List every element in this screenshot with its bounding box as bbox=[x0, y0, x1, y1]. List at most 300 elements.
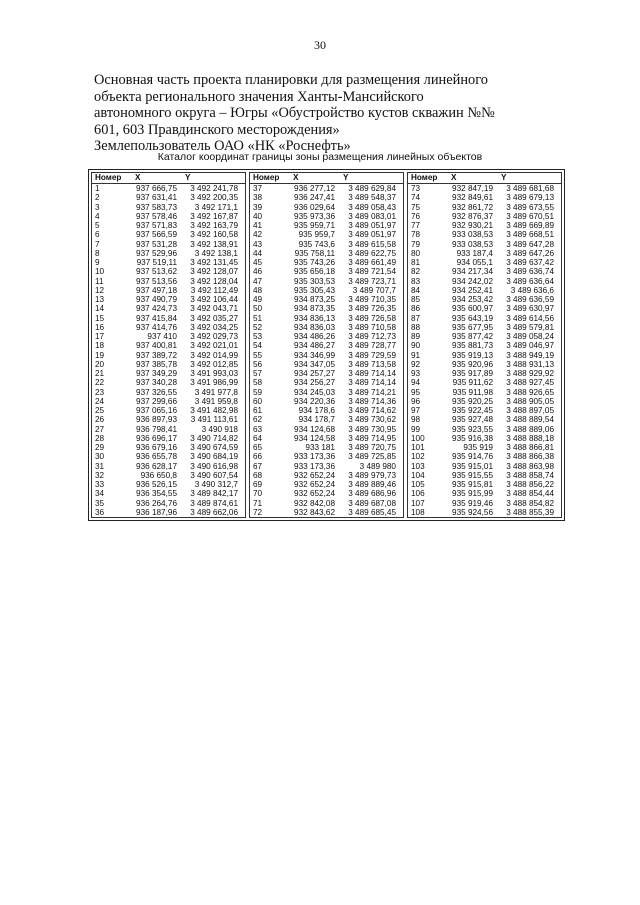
point-number: 94 bbox=[411, 378, 421, 388]
x-coordinate: 934 220,36 bbox=[294, 396, 335, 406]
point-number: 11 bbox=[95, 276, 104, 286]
x-coordinate: 937 497,18 bbox=[136, 285, 177, 295]
y-coordinate: 3 489 615,58 bbox=[348, 239, 396, 249]
table-row bbox=[92, 508, 245, 517]
point-number: 84 bbox=[411, 285, 421, 295]
table-row bbox=[250, 230, 403, 239]
point-number: 52 bbox=[253, 322, 263, 332]
point-number: 13 bbox=[95, 295, 105, 305]
x-coordinate: 936 650,8 bbox=[140, 470, 177, 480]
point-number: 60 bbox=[253, 396, 263, 406]
point-number: 82 bbox=[411, 267, 421, 277]
table-row bbox=[92, 360, 245, 369]
y-coordinate: 3 489 707,7 bbox=[352, 285, 396, 295]
table-row bbox=[92, 249, 245, 258]
y-coordinate: 3 491 113,61 bbox=[190, 415, 238, 425]
x-coordinate: 935 959,71 bbox=[294, 221, 335, 231]
point-number: 15 bbox=[95, 313, 105, 323]
y-coordinate: 3 489 637,42 bbox=[506, 258, 554, 268]
x-coordinate: 935 743,6 bbox=[298, 239, 335, 249]
y-coordinate: 3 492 021,01 bbox=[190, 341, 238, 351]
x-coordinate: 935 305,43 bbox=[294, 285, 335, 295]
y-coordinate: 3 489 673,55 bbox=[506, 202, 554, 212]
point-number: 98 bbox=[411, 415, 421, 425]
x-coordinate: 934 346,99 bbox=[294, 350, 335, 360]
table-row bbox=[408, 415, 561, 424]
point-number: 108 bbox=[411, 507, 425, 517]
table-row bbox=[408, 304, 561, 313]
point-number: 66 bbox=[253, 452, 263, 462]
x-coordinate: 933 038,53 bbox=[452, 239, 493, 249]
table-row bbox=[408, 221, 561, 230]
x-coordinate: 934 124,68 bbox=[294, 424, 335, 434]
point-number: 51 bbox=[253, 313, 263, 323]
y-coordinate: 3 488 926,65 bbox=[506, 387, 554, 397]
x-coordinate: 934 178,7 bbox=[298, 415, 335, 425]
table-row bbox=[92, 489, 245, 498]
point-number: 12 bbox=[95, 285, 105, 295]
point-number: 56 bbox=[253, 359, 263, 369]
y-coordinate: 3 489 622,75 bbox=[348, 248, 396, 258]
header-y: Y bbox=[185, 173, 191, 183]
point-number: 33 bbox=[95, 480, 105, 490]
table-row bbox=[250, 360, 403, 369]
table-row bbox=[408, 276, 561, 285]
table-row bbox=[408, 184, 561, 193]
table-row bbox=[92, 323, 245, 332]
x-coordinate: 937 490,79 bbox=[136, 295, 177, 305]
point-number: 2 bbox=[95, 193, 100, 203]
x-coordinate: 935 917,89 bbox=[452, 369, 493, 379]
y-coordinate: 3 492 043,71 bbox=[190, 304, 238, 314]
point-number: 89 bbox=[411, 332, 421, 342]
point-number: 47 bbox=[253, 276, 263, 286]
x-coordinate: 932 842,08 bbox=[294, 498, 335, 508]
table-row bbox=[408, 480, 561, 489]
table-row bbox=[92, 239, 245, 248]
y-coordinate: 3 490 674,59 bbox=[190, 443, 238, 453]
point-number: 4 bbox=[95, 211, 100, 221]
y-coordinate: 3 490 607,54 bbox=[190, 470, 238, 480]
x-coordinate: 935 758,11 bbox=[294, 248, 335, 258]
table-row bbox=[408, 406, 561, 415]
point-number: 88 bbox=[411, 322, 421, 332]
x-coordinate: 937 326,55 bbox=[136, 387, 177, 397]
x-coordinate: 933 187,4 bbox=[456, 248, 493, 258]
y-coordinate: 3 489 679,13 bbox=[506, 193, 554, 203]
table-row bbox=[92, 387, 245, 396]
x-coordinate: 935 920,25 bbox=[452, 396, 493, 406]
x-coordinate: 935 923,55 bbox=[452, 424, 493, 434]
y-coordinate: 3 488 929,92 bbox=[506, 369, 554, 379]
x-coordinate: 936 628,17 bbox=[136, 461, 177, 471]
table-row bbox=[92, 313, 245, 322]
table-row bbox=[92, 461, 245, 470]
y-coordinate: 3 488 856,22 bbox=[506, 480, 554, 490]
header-number: Номер bbox=[253, 173, 280, 183]
y-coordinate: 3 489 058,43 bbox=[348, 202, 396, 212]
table-row bbox=[92, 286, 245, 295]
x-coordinate: 936 277,12 bbox=[294, 184, 335, 194]
y-coordinate: 3 488 854,82 bbox=[506, 498, 554, 508]
table-row bbox=[92, 480, 245, 489]
table-row bbox=[250, 323, 403, 332]
point-number: 69 bbox=[253, 480, 263, 490]
point-number: 102 bbox=[411, 452, 425, 462]
table-row bbox=[92, 221, 245, 230]
table-row bbox=[92, 202, 245, 211]
table-row bbox=[408, 341, 561, 350]
y-coordinate: 3 489 685,45 bbox=[348, 507, 396, 517]
x-coordinate: 935 915,01 bbox=[452, 461, 493, 471]
table-row bbox=[250, 295, 403, 304]
table-row bbox=[92, 415, 245, 424]
point-number: 35 bbox=[95, 498, 105, 508]
table-row bbox=[250, 313, 403, 322]
y-coordinate: 3 488 866,81 bbox=[506, 443, 554, 453]
point-number: 104 bbox=[411, 470, 425, 480]
y-coordinate: 3 489 614,56 bbox=[506, 313, 554, 323]
point-number: 25 bbox=[95, 406, 105, 416]
y-coordinate: 3 490 616,98 bbox=[190, 461, 238, 471]
x-coordinate: 934 253,42 bbox=[452, 295, 493, 305]
x-coordinate: 936 798,41 bbox=[136, 424, 177, 434]
table-row bbox=[250, 239, 403, 248]
point-number: 1 bbox=[95, 184, 100, 194]
x-coordinate: 935 914,76 bbox=[452, 452, 493, 462]
point-number: 68 bbox=[253, 470, 263, 480]
point-number: 107 bbox=[411, 498, 425, 508]
table-row bbox=[250, 202, 403, 211]
y-coordinate: 3 489 980 bbox=[359, 461, 396, 471]
y-coordinate: 3 489 720,75 bbox=[348, 443, 396, 453]
y-coordinate: 3 492 200,35 bbox=[190, 193, 238, 203]
x-coordinate: 934 242,02 bbox=[452, 276, 493, 286]
x-coordinate: 935 656,18 bbox=[294, 267, 335, 277]
y-coordinate: 3 489 889,46 bbox=[348, 480, 396, 490]
table-row bbox=[92, 184, 245, 193]
point-number: 18 bbox=[95, 341, 105, 351]
x-coordinate: 935 919,46 bbox=[452, 498, 493, 508]
point-number: 65 bbox=[253, 443, 263, 453]
point-number: 87 bbox=[411, 313, 421, 323]
x-coordinate: 936 247,41 bbox=[294, 193, 335, 203]
x-coordinate: 934 055,1 bbox=[456, 258, 493, 268]
header-x: X bbox=[135, 173, 141, 183]
table-row bbox=[408, 239, 561, 248]
table-row bbox=[250, 452, 403, 461]
point-number: 105 bbox=[411, 480, 425, 490]
point-number: 93 bbox=[411, 369, 421, 379]
y-coordinate: 3 492 163,79 bbox=[190, 221, 238, 231]
table-row bbox=[92, 406, 245, 415]
x-coordinate: 937 531,28 bbox=[136, 239, 177, 249]
table-header bbox=[250, 173, 403, 184]
y-coordinate: 3 491 986,99 bbox=[190, 378, 238, 388]
point-number: 44 bbox=[253, 248, 263, 258]
point-number: 43 bbox=[253, 239, 263, 249]
y-coordinate: 3 489 714,14 bbox=[348, 369, 396, 379]
point-number: 45 bbox=[253, 258, 263, 268]
table-row bbox=[408, 212, 561, 221]
x-coordinate: 937 583,73 bbox=[136, 202, 177, 212]
y-coordinate: 3 489 979,73 bbox=[348, 470, 396, 480]
point-number: 40 bbox=[253, 211, 263, 221]
y-coordinate: 3 489 681,68 bbox=[506, 184, 554, 194]
header-y: Y bbox=[343, 173, 349, 183]
table-header bbox=[92, 173, 245, 184]
table-row bbox=[92, 295, 245, 304]
table-row bbox=[250, 350, 403, 359]
point-number: 48 bbox=[253, 285, 263, 295]
x-coordinate: 932 652,24 bbox=[294, 480, 335, 490]
table-row bbox=[408, 424, 561, 433]
y-coordinate: 3 490 918 bbox=[201, 424, 238, 434]
point-number: 83 bbox=[411, 276, 421, 286]
x-coordinate: 935 915,81 bbox=[452, 480, 493, 490]
y-coordinate: 3 492 034,25 bbox=[190, 322, 238, 332]
point-number: 80 bbox=[411, 248, 421, 258]
point-number: 46 bbox=[253, 267, 263, 277]
table-row bbox=[250, 212, 403, 221]
table-row bbox=[408, 258, 561, 267]
table-row bbox=[250, 480, 403, 489]
table-row bbox=[408, 489, 561, 498]
point-number: 9 bbox=[95, 258, 100, 268]
point-number: 95 bbox=[411, 387, 421, 397]
point-number: 31 bbox=[95, 461, 105, 471]
y-coordinate: 3 489 728,77 bbox=[348, 341, 396, 351]
x-coordinate: 937 578,46 bbox=[136, 211, 177, 221]
y-coordinate: 3 492 106,44 bbox=[190, 295, 238, 305]
y-coordinate: 3 492 167,87 bbox=[190, 211, 238, 221]
y-coordinate: 3 488 866,38 bbox=[506, 452, 554, 462]
x-coordinate: 935 920,96 bbox=[452, 359, 493, 369]
x-coordinate: 934 873,25 bbox=[294, 295, 335, 305]
y-coordinate: 3 489 629,84 bbox=[348, 184, 396, 194]
y-coordinate: 3 489 630,97 bbox=[506, 304, 554, 314]
table-row bbox=[250, 443, 403, 452]
x-coordinate: 937 389,72 bbox=[136, 350, 177, 360]
x-coordinate: 934 124,58 bbox=[294, 433, 335, 443]
x-coordinate: 937 566,59 bbox=[136, 230, 177, 240]
y-coordinate: 3 492 128,07 bbox=[190, 267, 238, 277]
table-row bbox=[250, 461, 403, 470]
table-row bbox=[408, 397, 561, 406]
header-line: автономного округа – Югры «Обустройство кустов скважин №№ bbox=[94, 105, 495, 122]
x-coordinate: 935 919 bbox=[463, 443, 493, 453]
y-coordinate: 3 489 721,54 bbox=[348, 267, 396, 277]
header-line: объекта регионального значения Ханты-Мансийского bbox=[94, 88, 424, 105]
y-coordinate: 3 488 927,45 bbox=[506, 378, 554, 388]
point-number: 29 bbox=[95, 443, 105, 453]
y-coordinate: 3 489 668,51 bbox=[506, 230, 554, 240]
header-line: 601, 603 Правдинского месторождения» bbox=[94, 121, 340, 138]
point-number: 64 bbox=[253, 433, 263, 443]
point-number: 20 bbox=[95, 359, 105, 369]
point-number: 10 bbox=[95, 267, 105, 277]
x-coordinate: 937 513,62 bbox=[136, 267, 177, 277]
point-number: 100 bbox=[411, 433, 425, 443]
coordinate-table bbox=[407, 172, 562, 518]
x-coordinate: 933 038,53 bbox=[452, 230, 493, 240]
point-number: 54 bbox=[253, 341, 263, 351]
y-coordinate: 3 492 112,49 bbox=[190, 285, 238, 295]
y-coordinate: 3 492 012,85 bbox=[190, 359, 238, 369]
y-coordinate: 3 489 670,51 bbox=[506, 211, 554, 221]
x-coordinate: 937 065,16 bbox=[136, 406, 177, 416]
x-coordinate: 936 526,15 bbox=[136, 480, 177, 490]
x-coordinate: 933 173,36 bbox=[294, 452, 335, 462]
y-coordinate: 3 489 714,21 bbox=[348, 387, 396, 397]
point-number: 70 bbox=[253, 489, 263, 499]
y-coordinate: 3 488 949,19 bbox=[506, 350, 554, 360]
point-number: 81 bbox=[411, 258, 421, 268]
x-coordinate: 932 861,72 bbox=[452, 202, 493, 212]
x-coordinate: 934 257,27 bbox=[294, 369, 335, 379]
table-row bbox=[92, 258, 245, 267]
point-number: 7 bbox=[95, 239, 100, 249]
x-coordinate: 934 245,03 bbox=[294, 387, 335, 397]
table-caption: Каталог координат границы зоны размещения линейных объектов bbox=[157, 151, 483, 163]
point-number: 72 bbox=[253, 507, 263, 517]
table-row bbox=[408, 313, 561, 322]
point-number: 19 bbox=[95, 350, 105, 360]
point-number: 103 bbox=[411, 461, 425, 471]
point-number: 3 bbox=[95, 202, 100, 212]
point-number: 22 bbox=[95, 378, 105, 388]
point-number: 101 bbox=[411, 443, 425, 453]
point-number: 57 bbox=[253, 369, 263, 379]
x-coordinate: 935 600,97 bbox=[452, 304, 493, 314]
y-coordinate: 3 489 647,28 bbox=[506, 239, 554, 249]
y-coordinate: 3 489 726,35 bbox=[348, 304, 396, 314]
table-row bbox=[92, 498, 245, 507]
x-coordinate: 935 677,95 bbox=[452, 322, 493, 332]
table-row bbox=[250, 332, 403, 341]
point-number: 42 bbox=[253, 230, 263, 240]
table-row bbox=[408, 249, 561, 258]
y-coordinate: 3 490 312,7 bbox=[194, 480, 238, 490]
table-row bbox=[250, 508, 403, 517]
table-row bbox=[408, 286, 561, 295]
x-coordinate: 935 919,13 bbox=[452, 350, 493, 360]
table-row bbox=[92, 434, 245, 443]
point-number: 63 bbox=[253, 424, 263, 434]
x-coordinate: 937 414,76 bbox=[136, 322, 177, 332]
x-coordinate: 937 415,84 bbox=[136, 313, 177, 323]
table-row bbox=[92, 350, 245, 359]
y-coordinate: 3 489 714,36 bbox=[348, 396, 396, 406]
x-coordinate: 937 410 bbox=[147, 332, 177, 342]
x-coordinate: 935 303,53 bbox=[294, 276, 335, 286]
point-number: 78 bbox=[411, 230, 421, 240]
x-coordinate: 934 486,27 bbox=[294, 341, 335, 351]
y-coordinate: 3 489 669,89 bbox=[506, 221, 554, 231]
table-row bbox=[92, 397, 245, 406]
y-coordinate: 3 488 854,44 bbox=[506, 489, 554, 499]
y-coordinate: 3 489 636,64 bbox=[506, 276, 554, 286]
y-coordinate: 3 492 029,73 bbox=[190, 332, 238, 342]
y-coordinate: 3 489 710,58 bbox=[348, 322, 396, 332]
point-number: 53 bbox=[253, 332, 263, 342]
y-coordinate: 3 489 687,08 bbox=[348, 498, 396, 508]
point-number: 17 bbox=[95, 332, 105, 342]
x-coordinate: 932 876,37 bbox=[452, 211, 493, 221]
point-number: 36 bbox=[95, 507, 105, 517]
y-coordinate: 3 489 729,59 bbox=[348, 350, 396, 360]
table-row bbox=[408, 452, 561, 461]
point-number: 96 bbox=[411, 396, 421, 406]
x-coordinate: 935 915,55 bbox=[452, 470, 493, 480]
point-number: 32 bbox=[95, 470, 105, 480]
y-coordinate: 3 489 051,97 bbox=[348, 230, 396, 240]
table-row bbox=[250, 434, 403, 443]
x-coordinate: 935 915,99 bbox=[452, 489, 493, 499]
x-coordinate: 936 264,76 bbox=[136, 498, 177, 508]
point-number: 91 bbox=[411, 350, 421, 360]
x-coordinate: 936 696,17 bbox=[136, 433, 177, 443]
x-coordinate: 936 897,93 bbox=[136, 415, 177, 425]
table-row bbox=[408, 508, 561, 517]
point-number: 90 bbox=[411, 341, 421, 351]
table-row bbox=[92, 304, 245, 313]
y-coordinate: 3 489 661,49 bbox=[348, 258, 396, 268]
point-number: 62 bbox=[253, 415, 263, 425]
y-coordinate: 3 492 131,45 bbox=[190, 258, 238, 268]
y-coordinate: 3 492 138,1 bbox=[194, 248, 238, 258]
x-coordinate: 932 652,24 bbox=[294, 489, 335, 499]
table-row bbox=[92, 378, 245, 387]
point-number: 26 bbox=[95, 415, 105, 425]
x-coordinate: 937 529,96 bbox=[136, 248, 177, 258]
table-row bbox=[92, 230, 245, 239]
y-coordinate: 3 489 730,62 bbox=[348, 415, 396, 425]
table-row bbox=[408, 461, 561, 470]
x-coordinate: 937 349,29 bbox=[136, 369, 177, 379]
point-number: 28 bbox=[95, 433, 105, 443]
point-number: 34 bbox=[95, 489, 105, 499]
point-number: 92 bbox=[411, 359, 421, 369]
y-coordinate: 3 488 889,54 bbox=[506, 415, 554, 425]
page-number: 30 bbox=[314, 38, 326, 52]
y-coordinate: 3 489 046,97 bbox=[506, 341, 554, 351]
y-coordinate: 3 489 636,6 bbox=[510, 285, 554, 295]
coordinate-table bbox=[91, 172, 246, 518]
point-number: 50 bbox=[253, 304, 263, 314]
point-number: 85 bbox=[411, 295, 421, 305]
table-row bbox=[250, 406, 403, 415]
y-coordinate: 3 489 714,14 bbox=[348, 378, 396, 388]
x-coordinate: 934 217,34 bbox=[452, 267, 493, 277]
x-coordinate: 937 424,73 bbox=[136, 304, 177, 314]
document-header bbox=[94, 72, 554, 155]
x-coordinate: 936 655,78 bbox=[136, 452, 177, 462]
table-row bbox=[250, 193, 403, 202]
table-row bbox=[92, 341, 245, 350]
x-coordinate: 934 347,05 bbox=[294, 359, 335, 369]
table-row bbox=[408, 378, 561, 387]
x-coordinate: 937 299,66 bbox=[136, 396, 177, 406]
table-row bbox=[250, 387, 403, 396]
y-coordinate: 3 488 905,05 bbox=[506, 396, 554, 406]
table-row bbox=[92, 452, 245, 461]
x-coordinate: 936 187,96 bbox=[136, 507, 177, 517]
y-coordinate: 3 488 889,06 bbox=[506, 424, 554, 434]
y-coordinate: 3 489 714,95 bbox=[348, 433, 396, 443]
table-row bbox=[250, 249, 403, 258]
y-coordinate: 3 491 482,98 bbox=[190, 406, 238, 416]
